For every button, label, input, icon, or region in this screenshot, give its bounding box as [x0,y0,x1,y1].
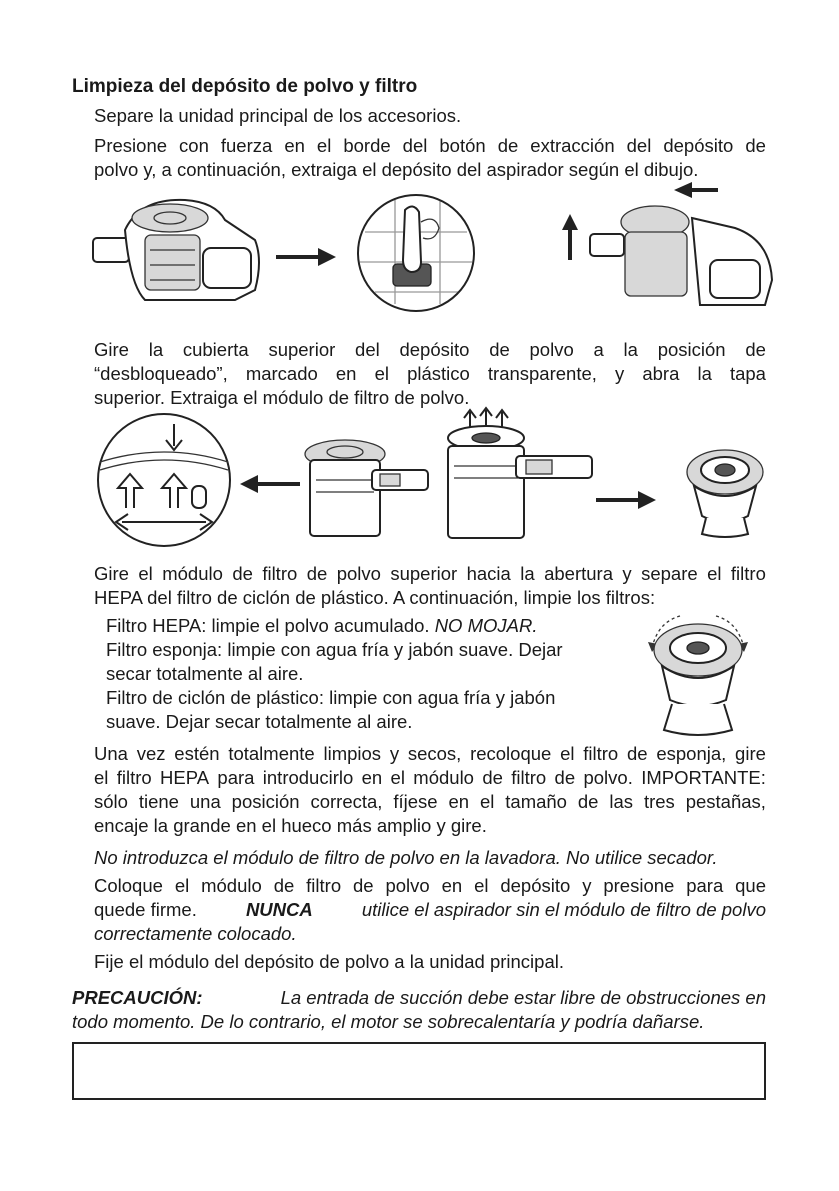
word: cubierta [182,339,249,360]
word: gire [735,743,766,764]
dust-container [625,232,687,296]
word: de [482,767,503,788]
word: de [273,875,295,896]
word: del [355,339,380,360]
word: y [615,363,625,384]
word: en [335,363,357,384]
word: esponja, [656,743,727,764]
closeup-circle [98,414,230,546]
word: y [389,743,400,764]
word: polvo. [583,767,633,788]
word: filtro [116,767,152,788]
word: IMPORTANTE: [641,767,766,788]
word: borde [343,135,391,156]
word: filtro [262,563,298,584]
dust-container-removal-illustration [560,180,780,316]
word: superior [390,563,458,584]
arrow-left-icon [674,182,692,198]
word: con [179,135,209,156]
word: módulo [201,875,262,896]
word: posición [657,339,726,360]
word: de [554,767,576,788]
list-item: Filtro de ciclón de plástico: limpie con agua fría y jabón [106,687,556,708]
list-item: Filtro esponja: limpie con agua fría y jabón suave. Dejar [106,639,563,660]
word: transparente, [487,363,597,384]
word: y [622,563,632,584]
word: estén [174,743,220,764]
step-unlock-cover [94,338,766,410]
vacuum-main-unit-illustration [85,190,265,315]
word: para [217,767,255,788]
hepa-instruction: Filtro HEPA: limpie el polvo acumulado. [106,615,430,636]
word: el [474,875,489,896]
word: la [697,363,712,384]
step-remove-container [94,134,766,182]
top-cover [132,204,208,232]
word: separe [641,563,698,584]
word: de [489,339,510,360]
word: superior [268,339,336,360]
step-reassemble [94,742,766,838]
word: filtro [583,743,619,764]
word: a [593,339,604,360]
word: la [520,563,535,584]
container-lid-rotated-illustration [300,430,435,540]
word: secos, [407,743,462,764]
dust-container [310,460,380,536]
word: correcta, [310,791,383,812]
word: fuerza [220,135,273,156]
word: en [441,875,463,896]
filter-base [702,518,748,537]
word: en [284,135,305,156]
finger [403,206,421,272]
inlet-nozzle [590,234,624,256]
word: de [745,135,766,156]
container-lid-opened-illustration [440,408,600,543]
word: sólo [94,791,128,812]
word: en [361,767,383,788]
word: tapa [729,363,766,384]
word: recoloque [470,743,552,764]
no-water-warning: NO MOJAR. [434,615,538,636]
word: y [582,875,592,896]
arrow-left-icon [240,472,302,496]
word: el [138,563,153,584]
step-separate-unit: Separe la unidad principal de los accesorios. [94,105,462,126]
text-line [94,898,766,922]
word: polvo [529,339,574,360]
word: Gire [94,563,129,584]
word: posición [231,791,300,812]
word: el [390,767,405,788]
word: hacia [466,563,511,584]
caution-label: PRECAUCIÓN: [72,987,203,1008]
text-line [94,338,766,362]
step-attach-container: Fije el módulo del depósito de polvo a la unidad principal. [94,951,564,972]
word: presione [603,875,675,896]
arrow-up-icon [562,214,578,230]
word: introducirlo [262,767,354,788]
word: de [577,791,599,812]
arrow-right-icon [594,488,658,512]
word: la [148,339,164,360]
word: abra [642,363,680,384]
word: depósito [500,875,571,896]
text-line [94,362,766,386]
word: Una [94,743,128,764]
word: que [735,875,766,896]
word: tamaño [505,791,567,812]
word: filtro [306,875,342,896]
handle-grip [203,248,251,288]
word: de [232,563,253,584]
text-line [72,986,766,1010]
text-segment: quede firme. [94,899,197,920]
release-button-closeup-illustration [355,192,477,314]
word: Presione [94,135,168,156]
filter-module-illustration [684,446,766,538]
filter-module-rotation-illustration [634,608,762,740]
filter-base [664,704,732,735]
text-segment: utilice el aspirador sin el módulo de filtro de polvo [361,899,766,920]
word: limpios [323,743,382,764]
word: polvo [385,875,430,896]
word: vez [136,743,166,764]
inlet-nozzle [93,238,129,262]
text-line [94,134,766,158]
word: del [402,135,428,156]
word: “desbloqueado”, [94,363,228,384]
word: las [609,791,634,812]
word: plástico [407,363,470,384]
word: el [316,135,332,156]
word: fíjese [393,791,438,812]
word: tiene [138,791,179,812]
washing-warning: No introduzca el módulo de filtro de polvo en la lavadora. No utilice secador. [94,847,718,868]
text-line: superior. Extraiga el módulo de filtro de polvo. [94,387,470,408]
unlock-marks-closeup-illustration [96,412,232,548]
word: del [626,135,652,156]
list-item: secar totalmente al aire. [106,663,304,684]
word: polvo [336,563,381,584]
section-title: Limpieza del depósito de polvo y filtro [72,76,418,97]
word: de [626,743,648,764]
word: depósito [399,339,470,360]
word: pestañas, [685,791,766,812]
text-line: correctamente colocado. [94,923,297,944]
text-line [94,790,766,814]
word: de [497,135,519,156]
never-emphasis: NUNCA [245,899,313,920]
filter-care-list [106,614,606,734]
step-separate-filters [94,562,766,610]
word: filtro [730,563,766,584]
dust-container [145,235,200,290]
word: totalmente [228,743,315,764]
text-line [94,874,766,898]
text-line: todo momento. De lo contrario, el motor se sobrecalentaría y podría dañarse. [72,1011,705,1032]
word: extracción [530,135,615,156]
word: marcado [245,363,318,384]
arrow-right-icon [274,245,338,269]
text-line [94,562,766,586]
word: Gire [94,339,129,360]
text-line: HEPA del filtro de ciclón de plástico. A continuación, limpie los filtros: [94,587,656,608]
word: Coloque [94,875,163,896]
step-insert-filter [94,874,766,946]
list-item [106,614,606,638]
text-line: encaje la grande en el hueco más amplio y gire. [94,815,487,836]
word: de [745,339,766,360]
list-item: suave. Dejar secar totalmente al aire. [106,711,413,732]
word: el [94,767,109,788]
word: de [306,563,328,584]
caution-note [72,986,766,1034]
empty-note-box [72,1042,766,1100]
word: el [174,875,190,896]
word: el [479,791,495,812]
word: el [707,563,722,584]
word: el [374,363,389,384]
handle-grip [710,260,760,298]
word: módulo [162,563,223,584]
word: módulo [413,767,474,788]
word: una [189,791,221,812]
dust-container [448,446,524,538]
word: HEPA [160,767,210,788]
word: tres [643,791,675,812]
word: la [623,339,638,360]
word: el [560,743,575,764]
word: abertura [544,563,613,584]
text-segment: La entrada de succión debe estar libre de obstrucciones en [280,987,766,1008]
word: botón [439,135,486,156]
text-line [94,766,766,790]
word: depósito [663,135,734,156]
text-line [94,742,766,766]
text-line: polvo y, a continuación, extraiga el depósito del aspirador según el dibujo. [94,159,699,180]
word: en [448,791,470,812]
word: de [353,875,374,896]
word: para [686,875,724,896]
word: filtro [511,767,547,788]
